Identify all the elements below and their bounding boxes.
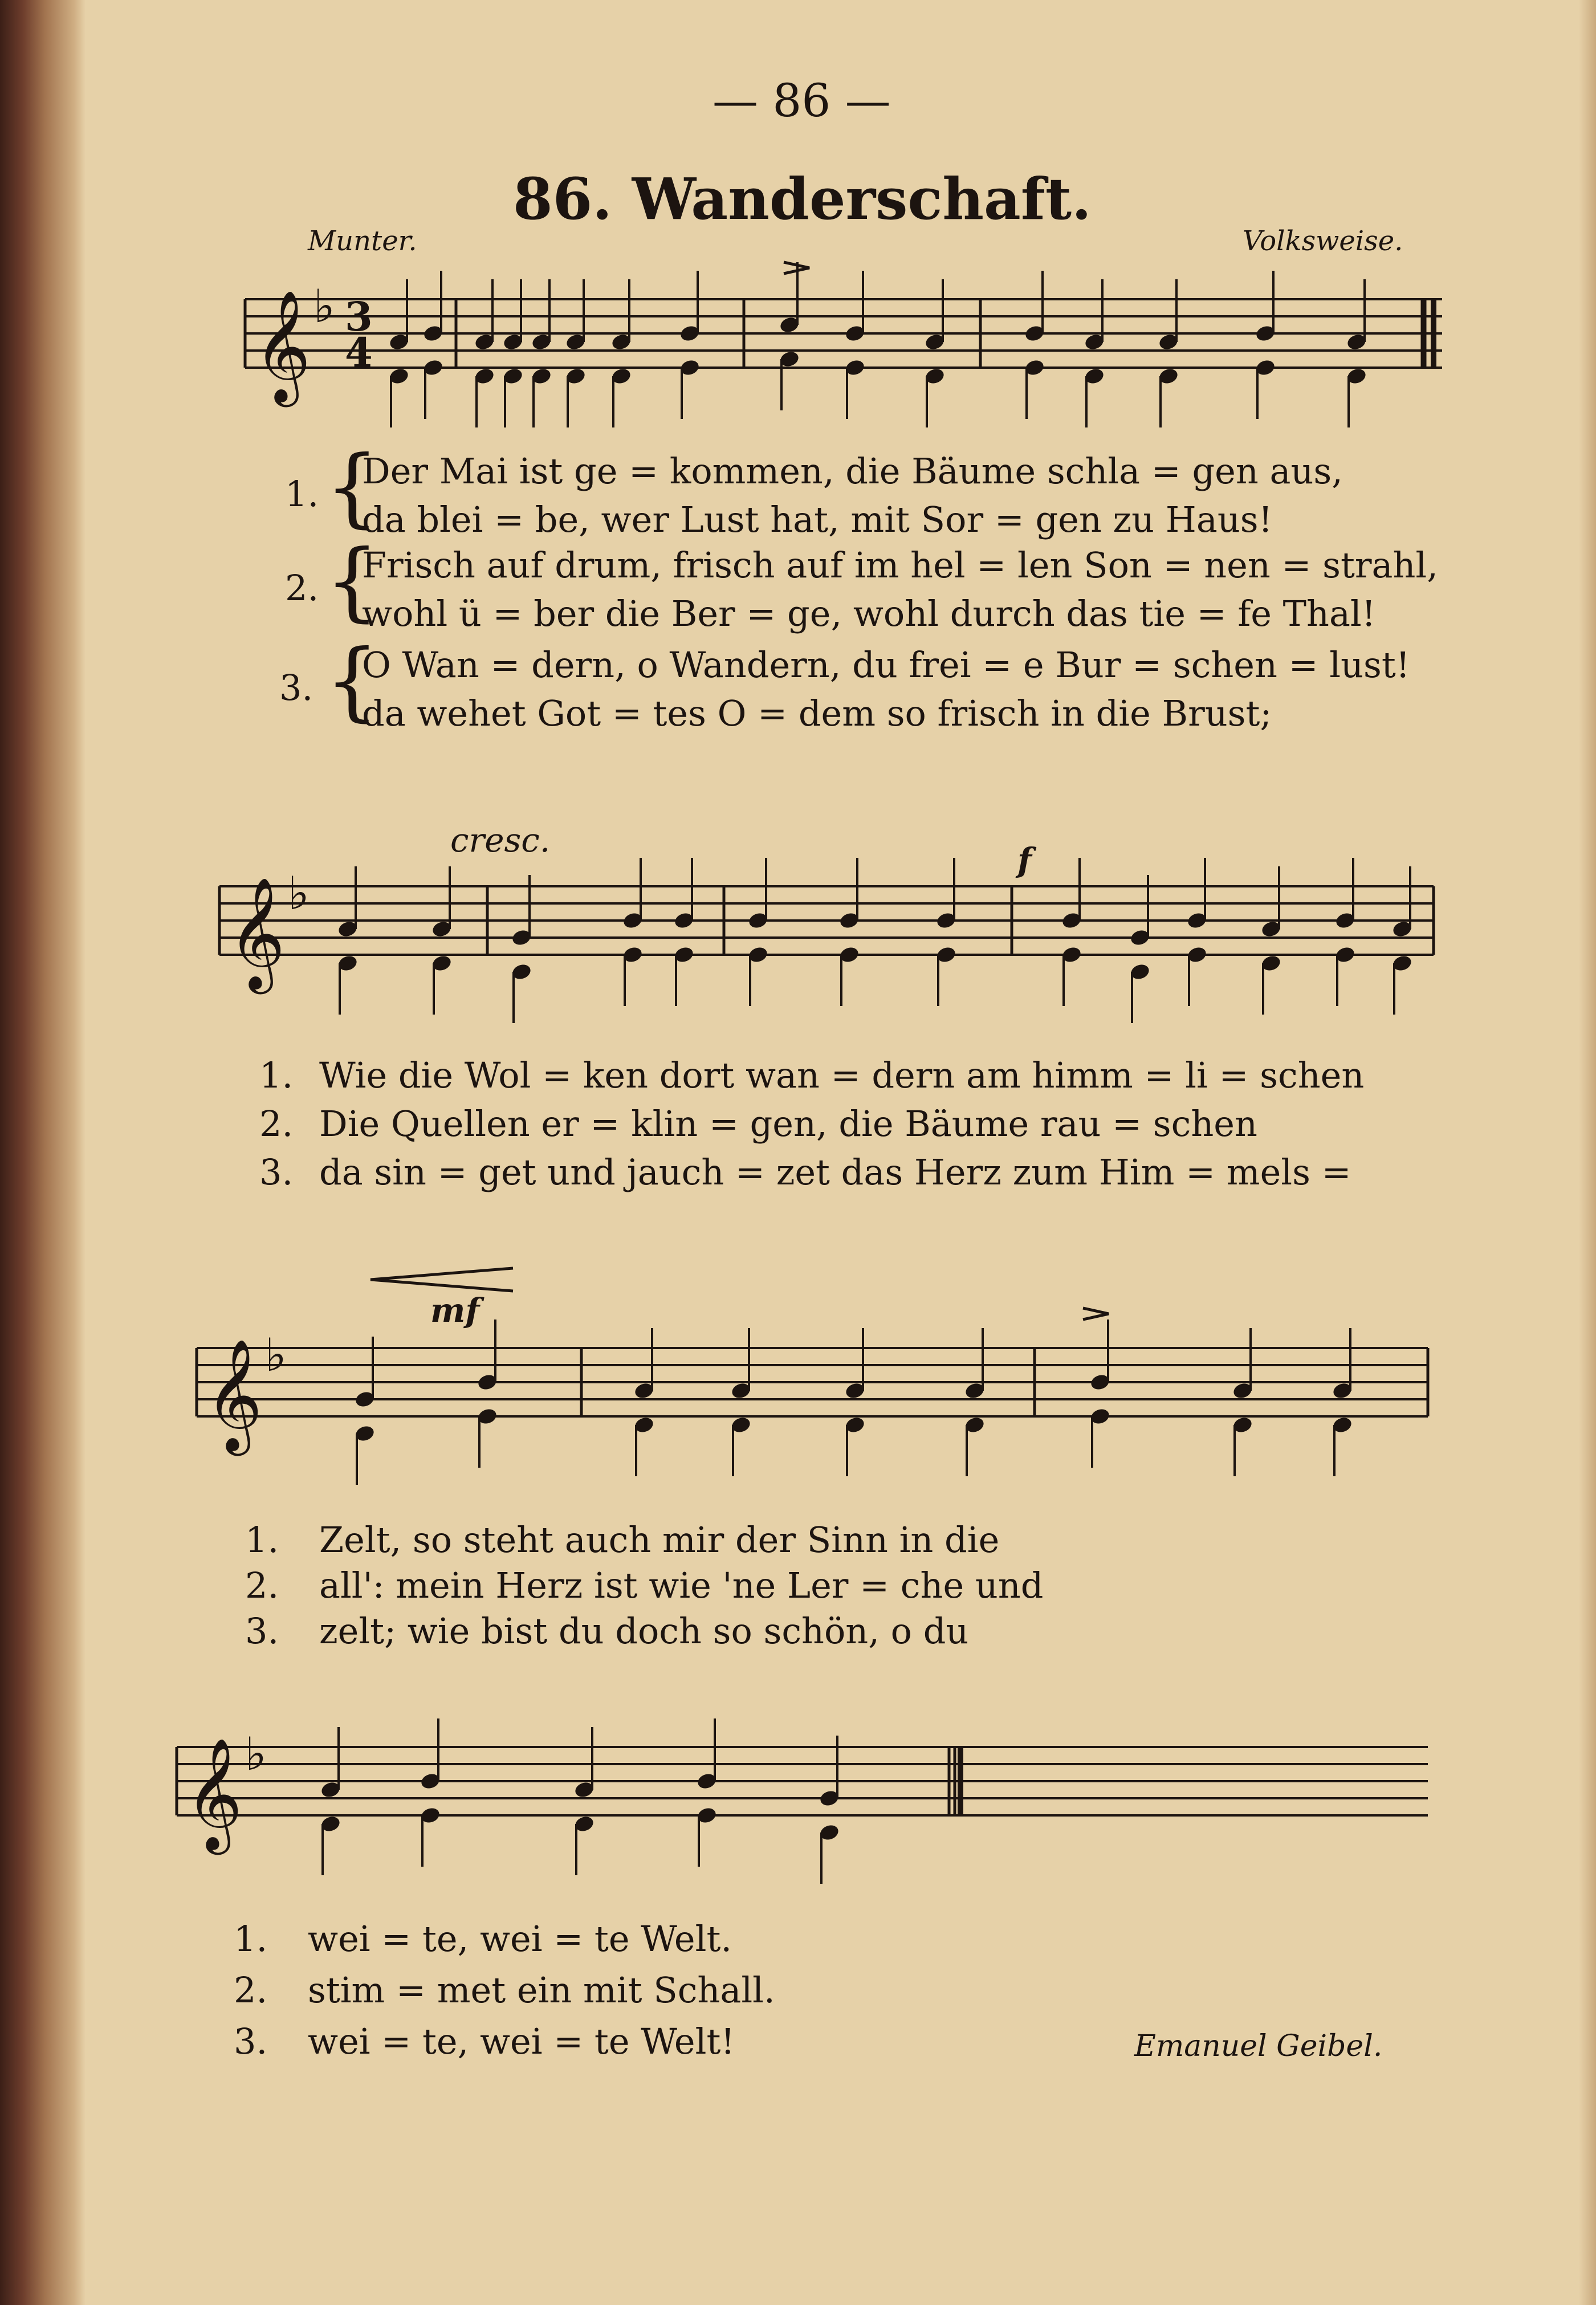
lyric-line: zelt; wie bist du doch so schön, o du [319, 1610, 969, 1652]
verse-number: 3. [234, 2021, 268, 2062]
verse-number: 3. [259, 1151, 294, 1193]
lyricist-credit: Emanuel Geibel. [1134, 2029, 1383, 2063]
verse-number: 2. [245, 1565, 279, 1606]
verse-number: 1. [259, 1054, 294, 1096]
dynamic-forte: f [1017, 841, 1032, 879]
lyric-line: da sin = get und jauch = zet das Herz zum Him = mels = [319, 1151, 1351, 1193]
verse-number: 3. [245, 1610, 279, 1652]
lyric-line: Wie die Wol = ken dort wan = dern am himm = li = schen [319, 1054, 1365, 1096]
key-signature-flat: ♭ [245, 1728, 267, 1781]
verse-number: 1. [245, 1519, 279, 1561]
lyric-line: Die Quellen er = klin = gen, die Bäume rau = schen [319, 1103, 1257, 1145]
lyric-line: da wehet Got = tes O = dem so frisch in die Brust; [362, 693, 1272, 734]
lyric-line: Frisch auf drum, frisch auf im hel = len Son = nen = strahl, [362, 544, 1438, 586]
time-signature-bottom: 4 [345, 329, 373, 376]
dynamic-cresc: cresc. [450, 821, 551, 860]
lyric-line: O Wan = dern, o Wandern, du frei = e Bur = schen = lust! [362, 644, 1410, 686]
decrescendo-hairpin [370, 1268, 513, 1291]
lyric-line: wei = te, wei = te Welt! [308, 2021, 735, 2062]
lyric-line: wei = te, wei = te Welt. [308, 1918, 732, 1960]
lyric-line: Zelt, so steht auch mir der Sinn in die [319, 1519, 1000, 1561]
verse-brace: { [325, 632, 380, 731]
verse-number: 2. [259, 1103, 294, 1145]
treble-clef-icon: 𝄞 [205, 1338, 263, 1451]
time-signature-top: 3 [345, 293, 373, 340]
treble-clef-icon: 𝄞 [185, 1737, 243, 1850]
verse-number: 3. [279, 667, 314, 708]
verse-brace: { [325, 438, 380, 537]
tempo-marking: Munter. [308, 225, 417, 257]
treble-clef-icon: 𝄞 [254, 290, 311, 402]
verse-number: 1. [285, 473, 319, 515]
lyric-line: stim = met ein mit Schall. [308, 1969, 775, 2011]
lyric-line: da blei = be, wer Lust hat, mit Sor = gen zu Haus! [362, 499, 1273, 540]
verse-number: 2. [234, 1969, 268, 2011]
accent-mark [1083, 1308, 1109, 1320]
dynamic-mezzoforte: mf [430, 1291, 480, 1330]
verse-number: 1. [234, 1918, 268, 1960]
song-title: 86. Wanderschaft. [513, 165, 1092, 233]
lyric-line: all': mein Herz ist wie 'ne Ler = che und [319, 1565, 1044, 1606]
key-signature-flat: ♭ [265, 1329, 287, 1382]
key-signature-flat: ♭ [314, 280, 335, 333]
verse-brace: { [325, 532, 380, 631]
page-number: — 86 — [712, 74, 891, 127]
treble-clef-icon: 𝄞 [228, 877, 286, 989]
verse-number: 2. [285, 567, 319, 609]
lyric-line: wohl ü = ber die Ber = ge, wohl durch das tie = fe Thal! [362, 593, 1376, 634]
lyric-line: Der Mai ist ge = kommen, die Bäume schla = gen aus, [362, 450, 1343, 492]
key-signature-flat: ♭ [288, 867, 310, 920]
melody-source: Volksweise. [1243, 225, 1403, 257]
